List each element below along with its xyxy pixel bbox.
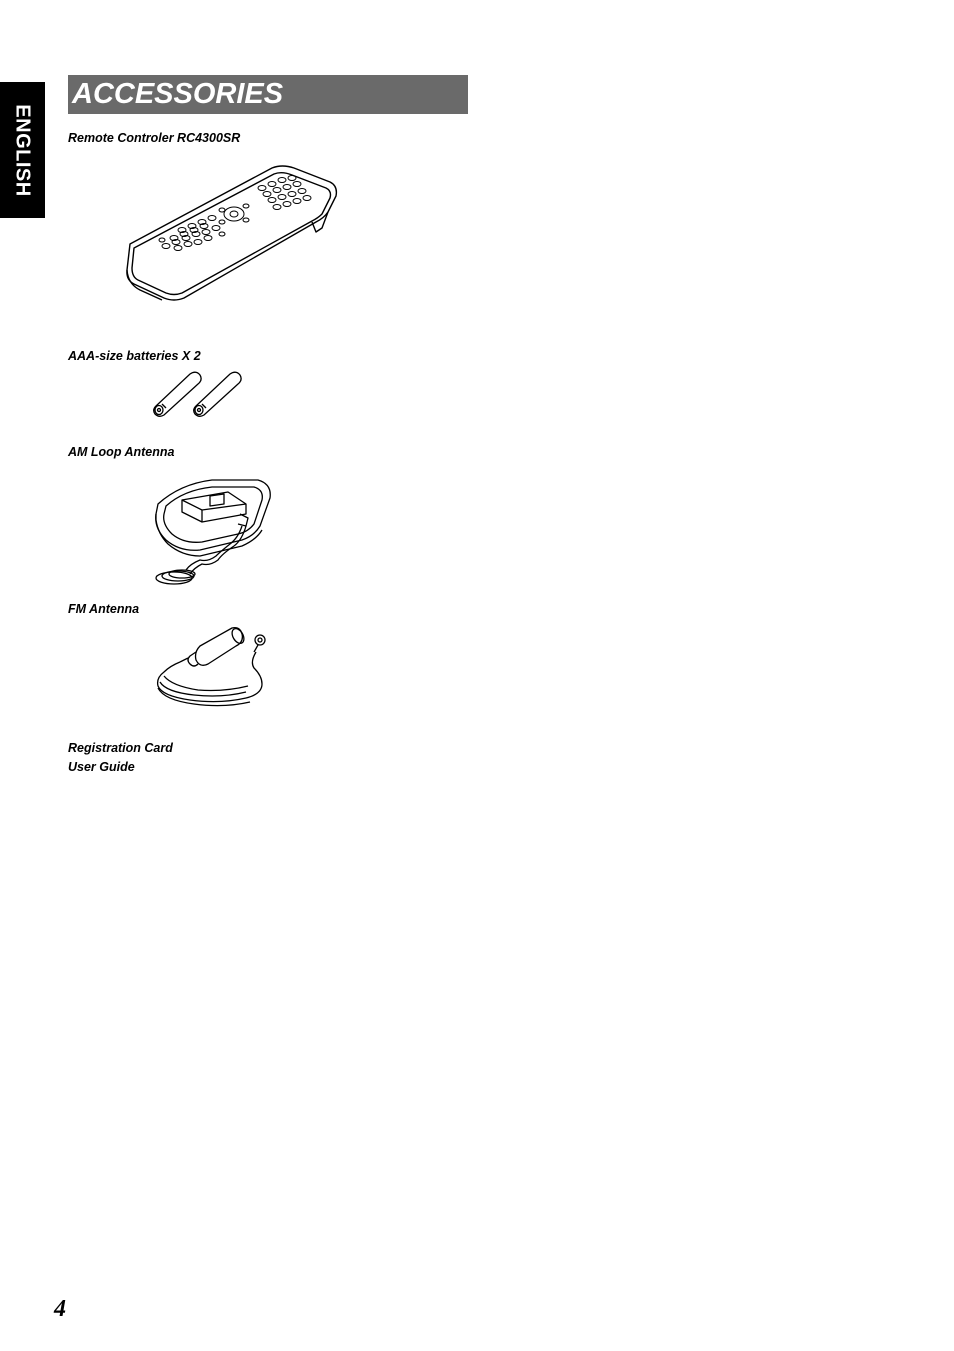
language-tab-label: ENGLISH (12, 103, 34, 197)
fm-antenna-illustration (150, 622, 276, 710)
batteries-label: AAA-size batteries X 2 (68, 349, 201, 363)
language-tab (0, 82, 45, 218)
registration-card-label: Registration Card (68, 741, 173, 755)
section-title-bar (68, 75, 468, 114)
page-number: 4 (54, 1296, 66, 1322)
user-guide-label: User Guide (68, 760, 135, 774)
am-loop-antenna-illustration (150, 474, 278, 592)
fm-antenna-label: FM Antenna (68, 602, 140, 616)
page-title: ACCESSORIES (72, 78, 284, 110)
am-antenna-label: AM Loop Antenna (68, 445, 175, 459)
remote-label: Remote Controler RC4300SR (68, 131, 241, 145)
remote-control-illustration (122, 162, 342, 304)
batteries-illustration (150, 366, 246, 418)
